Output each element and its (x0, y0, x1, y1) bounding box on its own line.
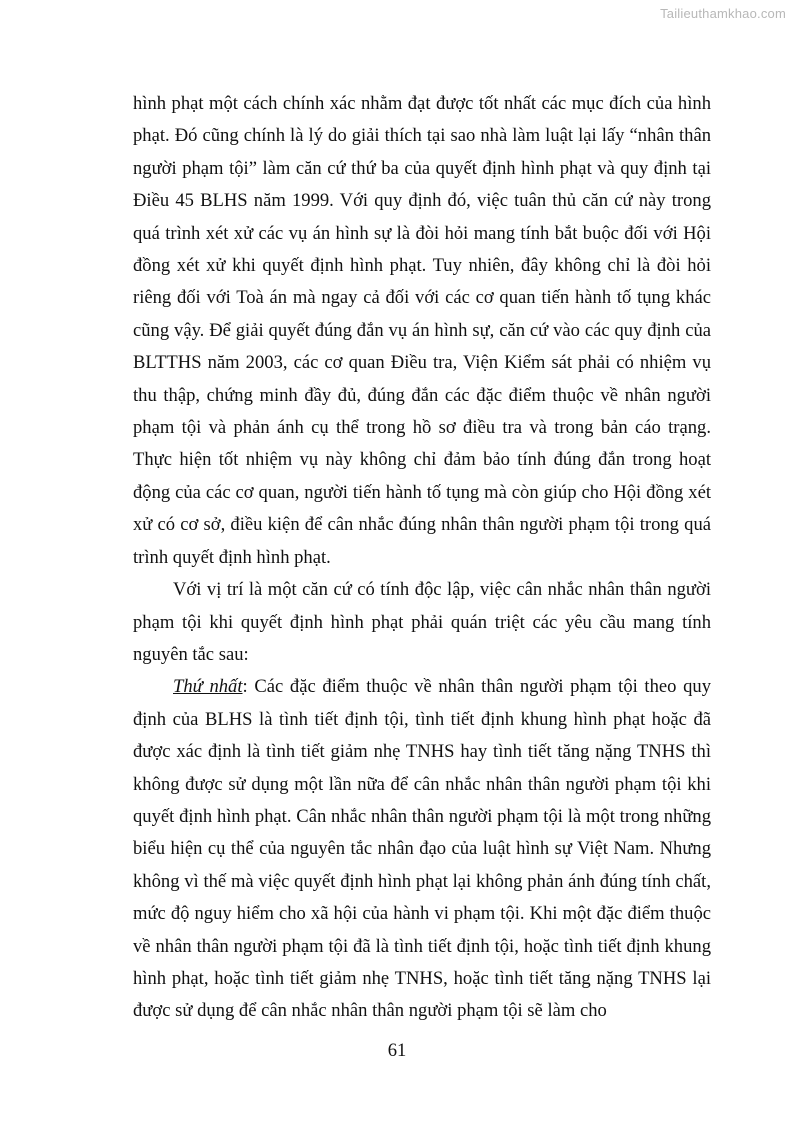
paragraph-3-label: Thứ nhất (173, 676, 243, 698)
paragraph-1: hình phạt một cách chính xác nhằm đạt được tốt nhất các mục đích của hình phạt. Đó cũng chính là lý do giải thích tại sao nhà làm luật lại lấy “nhân thân người phạm tội” làm căn cứ thứ ba của quyết định hình phạt và quy định tại Điều 45 BLHS năm 1999. Với quy định đó, việc tuân thủ căn cứ này trong quá trình xét xử các vụ án hình sự là đòi hỏi mang tính bắt buộc đối với Hội đồng xét xử khi quyết định hình phạt. Tuy nhiên, đây không chỉ là đòi hỏi riêng đối với Toà án mà ngay cả đối với các cơ quan tiến hành tố tụng khác cũng vậy. Để giải quyết đúng đắn vụ án hình sự, căn cứ vào các quy định của BLTTHS năm 2003, các cơ quan Điều tra, Viện Kiểm sát phải có nhiệm vụ thu thập, chứng minh đầy đủ, đúng đắn các đặc điểm thuộc về nhân người phạm tội và phản ánh cụ thể trong hồ sơ điều tra và trong bản cáo trạng. Thực hiện tốt nhiệm vụ này không chỉ đảm bảo tính đúng đắn trong hoạt động của các cơ quan, người tiến hành tố tụng mà còn giúp cho Hội đồng xét xử có cơ sở, điều kiện để cân nhắc đúng nhân thân người phạm tội trong quá trình quyết định hình phạt. (133, 93, 711, 568)
page-number: 61 (387, 1040, 407, 1061)
watermark: Tailieuthamkhao.com (660, 6, 786, 21)
paragraph-3 (133, 671, 711, 1027)
paragraph-2: Với vị trí là một căn cứ có tính độc lập, việc cân nhắc nhân thân người phạm tội khi quyết định hình phạt phải quán triệt các yêu cầu mang tính nguyên tắc sau: (133, 579, 711, 665)
paragraph-3-colon: : (242, 676, 248, 698)
document-body (133, 88, 711, 1028)
paragraph-3-text: Các đặc điểm thuộc về nhân thân người phạm tội theo quy định của BLHS là tình tiết định tội, tình tiết định khung hình phạt hoặc đã được xác định là tình tiết giảm nhẹ TNHS hay tình tiết tăng nặng TNHS thì không được sử dụng một lần nữa để cân nhắc nhân thân người phạm tội khi quyết định hình phạt. Cân nhắc nhân thân người phạm tội là một trong những biểu hiện cụ thể của nguyên tắc nhân đạo của luật hình sự Việt Nam. Nhưng không vì thế mà việc quyết định hình phạt lại không phản ánh đúng tính chất, mức độ nguy hiểm cho xã hội của hành vi phạm tội. Khi một đặc điểm thuộc về nhân thân người phạm tội đã là tình tiết định tội, hoặc tình tiết định khung hình phạt, hoặc tình tiết giảm nhẹ TNHS, hoặc tình tiết tăng nặng TNHS lại được sử dụng để cân nhắc nhân thân người phạm tội sẽ làm cho (133, 676, 711, 1022)
